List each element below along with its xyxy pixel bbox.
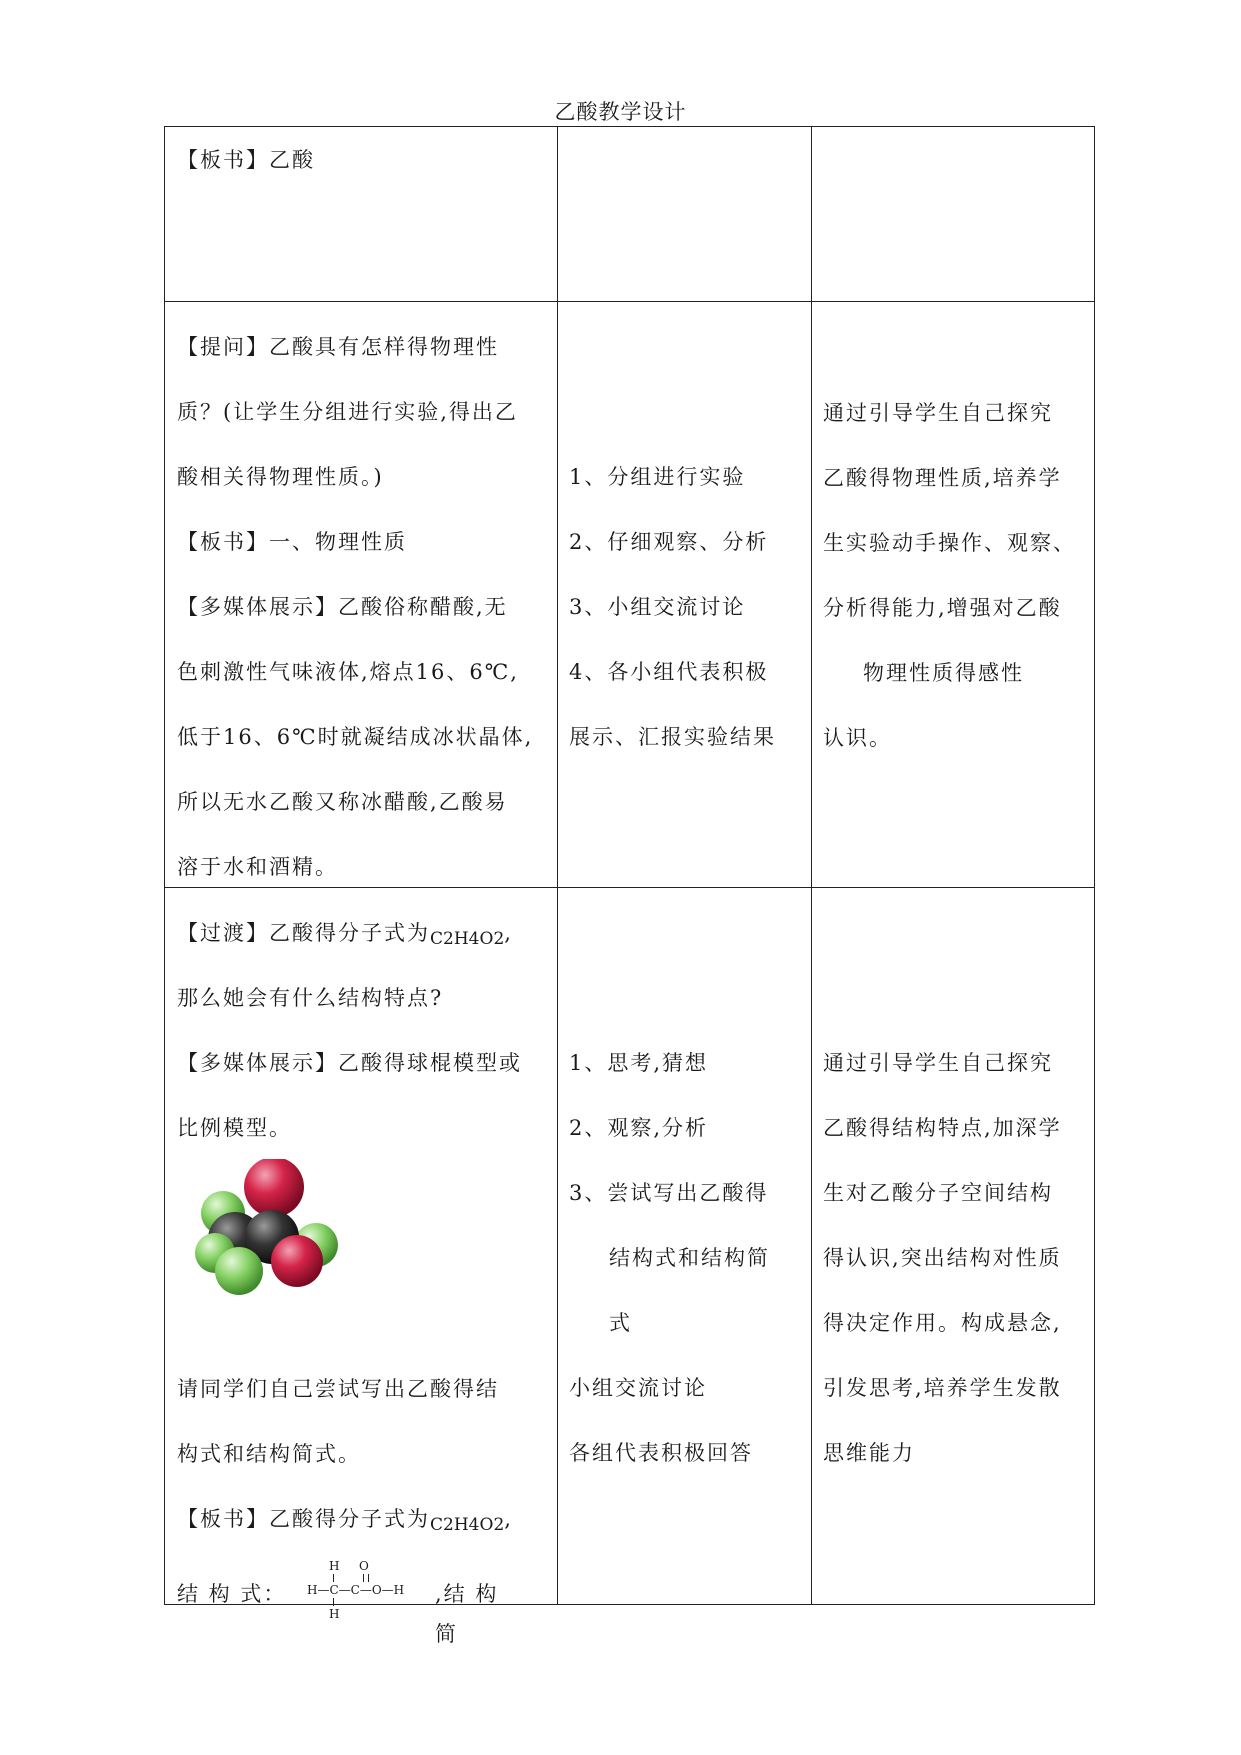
document-title: 乙酸教学设计: [554, 100, 687, 124]
teacher-line: 酸相关得物理性质。): [177, 465, 384, 489]
design-intent: 生实验动手操作、观察、: [823, 531, 1076, 555]
formula-h: H: [453, 929, 469, 949]
row1-teacher-cell: [177, 129, 315, 191]
teacher-line: 那么她会有什么结构特点?: [177, 986, 444, 1010]
design-intent: 通过引导学生自己探究: [823, 1051, 1053, 1075]
design-intent: 乙酸得物理性质,培养学: [823, 466, 1062, 490]
student-activity: 3、小组交流讨论: [569, 595, 746, 619]
formula-h-sub: 4: [468, 929, 480, 949]
teacher-line: 色刺激性气味液体,熔点16、6℃,: [177, 660, 519, 684]
row2-student-cell: [569, 445, 776, 770]
student-activity: 4、各小组代表积极: [569, 660, 769, 684]
design-intent: 乙酸得结构特点,加深学: [823, 1116, 1062, 1140]
teacher-line: 溶于水和酒精。: [177, 855, 338, 879]
row3-teacher-cell: [177, 901, 522, 1646]
design-intent: 生对乙酸分子空间结构: [823, 1181, 1053, 1205]
teacher-line: 【板书】一、物理性质: [177, 530, 407, 554]
row-divider-1: [165, 301, 1094, 302]
teacher-line: 质？(让学生分组进行实验,得出乙: [177, 400, 518, 424]
transition-line: 【过渡】乙酸得分子式为$C_2H_4O_2$,: [177, 921, 513, 949]
student-activity: 小组交流讨论: [569, 1376, 707, 1400]
design-intent: 引发思考,培养学生发散: [823, 1376, 1062, 1400]
student-activity: 结构式和结构简: [609, 1246, 770, 1270]
oxygen-atom: [271, 1235, 323, 1287]
design-intent: 思维能力: [823, 1441, 915, 1465]
student-activity: 各组代表积极回答: [569, 1441, 753, 1465]
student-activity: 式: [609, 1311, 632, 1335]
lesson-plan-table: [164, 126, 1095, 1646]
formula-o: O: [479, 929, 494, 949]
oxygen-atom: [244, 1159, 304, 1217]
teacher-line: 【多媒体展示】乙酸得球棍模型或: [177, 1051, 522, 1075]
design-intent: 分析得能力,增强对乙酸: [823, 596, 1062, 620]
student-activity: 2、仔细观察、分析: [569, 530, 769, 554]
teacher-line: 请同学们自己尝试写出乙酸得结: [177, 1377, 499, 1401]
structural-formula: H O H—C—C—O—H H: [307, 1559, 405, 1621]
teacher-line: 构式和结构简式。: [177, 1442, 361, 1466]
teacher-line: 【多媒体展示】乙酸俗称醋酸,无: [177, 595, 508, 619]
space-filling-model-image: [187, 1159, 347, 1299]
formula-c-sub: 2: [443, 929, 454, 949]
design-intent: 得决定作用。构成悬念,: [823, 1311, 1062, 1335]
row2-teacher-cell: [177, 315, 533, 900]
column-divider-1: [557, 127, 558, 1604]
formula-o-sub: 2: [493, 929, 505, 949]
structural-formula-line: 结 构 式： H O H—C—C—O—H H ,结 构 简: [177, 1552, 522, 1624]
student-activity: 1、思考,猜想: [569, 1051, 709, 1075]
design-intent: 物理性质得感性: [863, 661, 1024, 685]
column-divider-2: [811, 127, 812, 1604]
teacher-line: 所以无水乙酸又称冰醋酸,乙酸易: [177, 790, 508, 814]
teacher-line: 低于16、6℃时就凝结成冰状晶体,: [177, 725, 534, 749]
student-activity: 1、分组进行实验: [569, 465, 746, 489]
teacher-line: 【提问】乙酸具有怎样得物理性: [177, 335, 499, 359]
board-formula-line: 【板书】乙酸得分子式为$C_2H_4O_2$,: [177, 1507, 513, 1535]
student-activity: 2、观察,分析: [569, 1116, 709, 1140]
row3-intent-cell: [823, 1031, 1062, 1486]
board-note: 【板书】乙酸: [177, 148, 315, 172]
design-intent: 得认识,突出结构对性质: [823, 1246, 1062, 1270]
design-intent: 通过引导学生自己探究: [823, 401, 1053, 425]
design-intent: 认识。: [823, 726, 892, 750]
hydrogen-atom: [215, 1247, 263, 1295]
formula-c: C: [430, 929, 444, 949]
row2-intent-cell: [823, 381, 1076, 771]
student-activity: 展示、汇报实验结果: [569, 725, 776, 749]
student-activity: 3、尝试写出乙酸得: [569, 1181, 769, 1205]
teacher-line: 比例模型。: [177, 1116, 292, 1140]
row3-student-cell: [569, 1031, 770, 1486]
molecule-model-area: [177, 1161, 522, 1357]
